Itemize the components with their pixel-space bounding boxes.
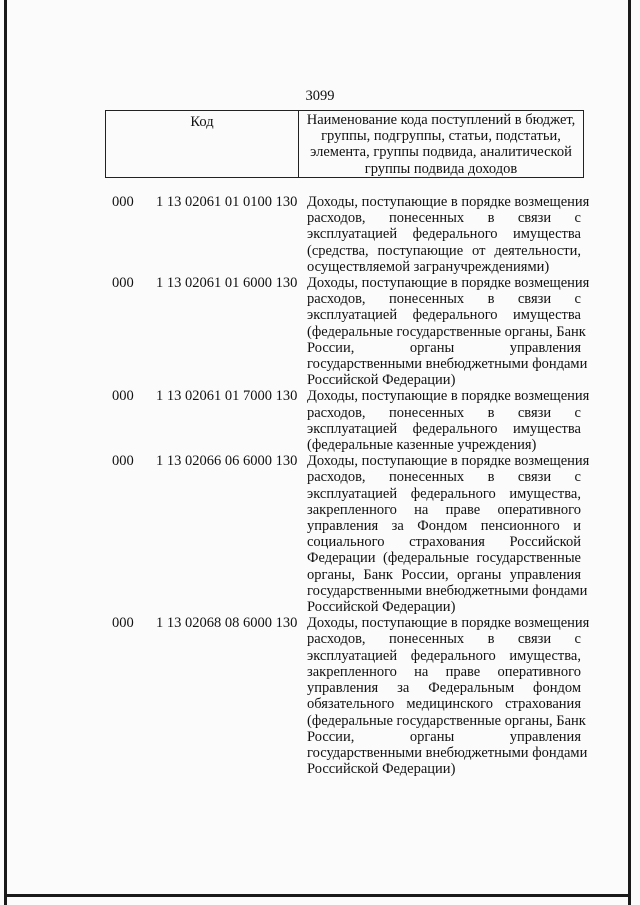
- row-description-line: обязательного медицинского страхования: [307, 696, 581, 713]
- row-description-line: эксплуатацией федерального имущества: [307, 420, 581, 437]
- row-description: [307, 453, 590, 616]
- header-name-line: группы подвида доходов: [364, 160, 518, 177]
- row-description-line: Российской Федерации): [307, 761, 456, 778]
- row-income-code: 1 13 02061 01 6000 130: [156, 275, 298, 292]
- header-name-label: [299, 111, 583, 177]
- row-admin-code: 000: [112, 615, 134, 632]
- row-description-line: управления за Федеральным фондом: [307, 680, 581, 697]
- table-header: [105, 110, 584, 178]
- row-description-line: эксплуатацией федерального имущества,: [307, 485, 581, 502]
- row-description-line: Доходы, поступающие в порядке возмещения: [307, 275, 590, 292]
- header-name-line: Наименование кода поступлений в бюджет,: [306, 112, 576, 128]
- row-description-line: управления за Фондом пенсионного и: [307, 518, 581, 535]
- row-admin-code: 000: [112, 194, 134, 210]
- row-description-line: (средства, поступающие от деятельности,: [307, 242, 581, 259]
- row-description-line: Доходы, поступающие в порядке возмещения: [307, 453, 590, 470]
- header-name-line: элемента, группы подвида, аналитической: [310, 144, 572, 161]
- row-description-line: эксплуатацией федерального имущества: [307, 307, 581, 324]
- row-description-line: государственными внебюджетными фондами: [307, 744, 588, 761]
- row-description: [307, 194, 590, 275]
- row-income-code: 1 13 02068 08 6000 130: [156, 615, 298, 632]
- row-description-line: закрепленного на праве оперативного: [307, 663, 581, 680]
- row-income-code: 1 13 02066 06 6000 130: [156, 453, 298, 470]
- table-row: [0, 453, 640, 615]
- page-number: 3099: [305, 88, 335, 104]
- row-description-line: расходов, понесенных в связи с: [307, 210, 581, 227]
- row-income-code: 1 13 02061 01 7000 130: [156, 388, 298, 405]
- row-description-line: эксплуатацией федерального имущества,: [307, 647, 581, 664]
- row-description-line: эксплуатацией федерального имущества: [307, 226, 581, 243]
- row-description-line: закрепленного на праве оперативного: [307, 501, 581, 518]
- table-body: [0, 194, 640, 777]
- row-description-line: России, органы управления: [307, 339, 581, 356]
- scan-border-bottom: [4, 894, 631, 897]
- row-description-line: (федеральные государственные органы, Банк: [307, 712, 586, 729]
- row-description-line: (федеральные государственные органы, Банк: [307, 323, 586, 340]
- row-description-line: Российской Федерации): [307, 372, 456, 389]
- row-description-line: России, органы управления: [307, 728, 581, 745]
- row-description-line: Доходы, поступающие в порядке возмещения: [307, 615, 590, 632]
- row-description-line: осуществляемой загранучреждениями): [307, 258, 550, 275]
- row-description: [307, 275, 590, 389]
- row-description-line: Доходы, поступающие в порядке возмещения: [307, 194, 590, 210]
- row-description-line: (федеральные казенные учреждения): [307, 437, 537, 454]
- row-description-line: Федерации (федеральные государственные: [307, 550, 581, 567]
- row-admin-code: 000: [112, 275, 134, 292]
- table-row: [0, 388, 640, 453]
- header-name-line: группы, подгруппы, статьи, подстатьи,: [321, 128, 561, 145]
- row-description-line: Российской Федерации): [307, 599, 456, 616]
- row-description-line: расходов, понесенных в связи с: [307, 469, 581, 486]
- row-description: [307, 388, 590, 454]
- row-description-line: социального страхования Российской: [307, 534, 581, 551]
- row-admin-code: 000: [112, 453, 134, 470]
- row-description-line: государственными внебюджетными фондами: [307, 582, 588, 599]
- row-description-line: расходов, понесенных в связи с: [307, 291, 581, 308]
- row-description: [307, 615, 590, 778]
- row-description-line: Доходы, поступающие в порядке возмещения: [307, 388, 590, 405]
- table-row: [0, 194, 640, 275]
- row-income-code: 1 13 02061 01 0100 130: [156, 194, 298, 210]
- table-row: [0, 275, 640, 388]
- row-description-line: расходов, понесенных в связи с: [307, 404, 581, 421]
- header-code-label: Код: [106, 111, 299, 177]
- row-description-line: государственными внебюджетными фондами: [307, 356, 588, 373]
- row-admin-code: 000: [112, 388, 134, 405]
- row-description-line: органы, Банк России, органы управления: [307, 566, 581, 583]
- row-description-line: расходов, понесенных в связи с: [307, 631, 581, 648]
- table-row: [0, 615, 640, 777]
